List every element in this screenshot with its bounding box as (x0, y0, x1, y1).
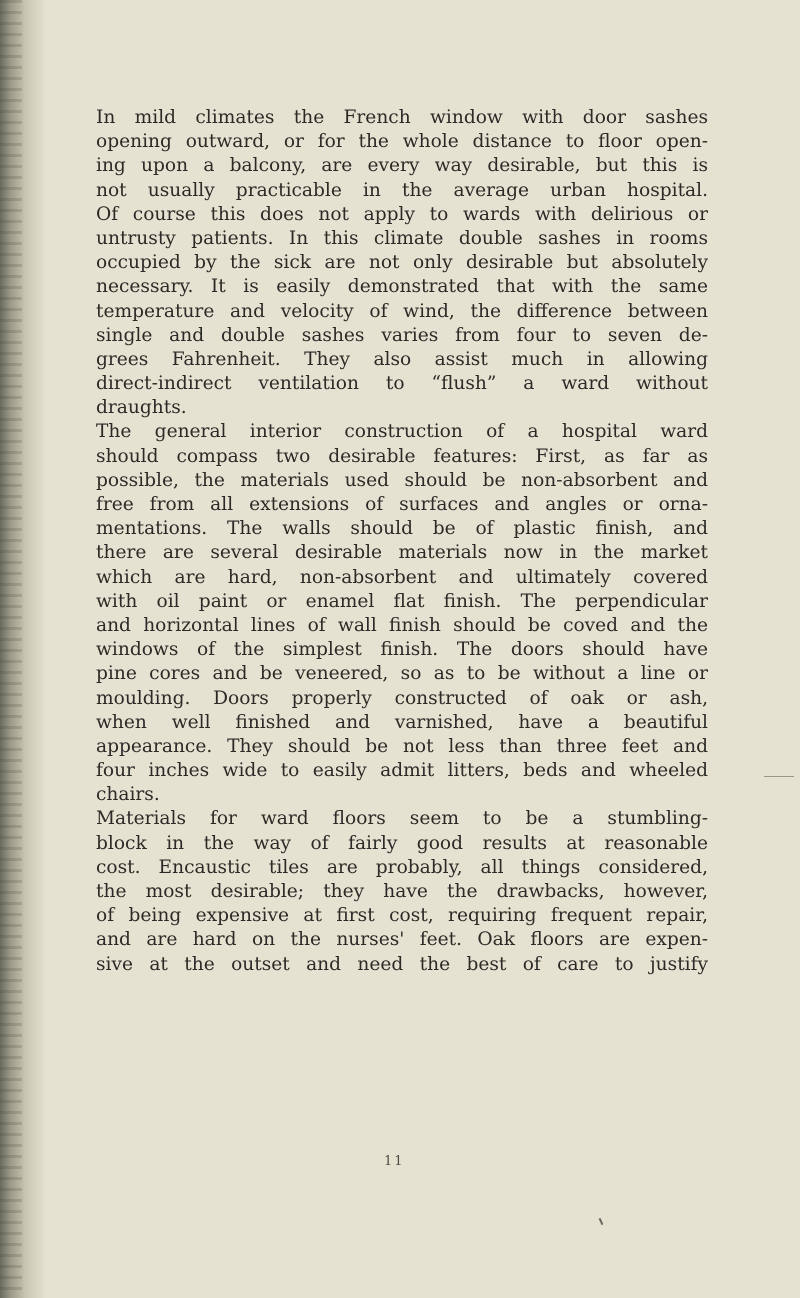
text-line: block in the way of fairly good results at reasonable (96, 832, 708, 854)
text-line: which are hard, non-absorbent and ultimately covered (96, 566, 708, 588)
text-line: Of course this does not apply to wards with delirious or (96, 203, 708, 225)
text-line: cost. Encaustic tiles are probably, all things considered, (96, 856, 708, 878)
margin-mark (764, 776, 794, 777)
text-line: temperature and velocity of wind, the difference between (96, 300, 708, 322)
text-line: The general interior construction of a hospital ward (96, 421, 708, 443)
text-line: Materials for ward floors seem to be a stumbling- (96, 808, 708, 830)
text-line: windows of the simplest finish. The doors should have (96, 639, 708, 661)
text-line: appearance. They should be not less than three feet and (96, 735, 708, 757)
text-line: the most desirable; they have the drawbacks, however, (96, 881, 708, 902)
text-line: occupied by the sick are not only desirable but absolutely (96, 252, 708, 274)
binding-gutter-texture (0, 0, 22, 1298)
text-line: moulding. Doors properly constructed of oak or ash, (96, 687, 708, 709)
text-line: when well finished and varnished, have a beautiful (96, 711, 708, 733)
text-line: with oil paint or enamel flat finish. The perpendicular (96, 590, 708, 612)
text-line: four inches wide to easily admit litters, beds and wheeled (96, 760, 708, 782)
text-line: there are several desirable materials now in the market (96, 542, 708, 564)
paper-speck (599, 1218, 604, 1225)
text-line: draughts. (96, 397, 187, 419)
text-line: necessary. It is easily demonstrated that with the same (96, 276, 708, 298)
body-text (96, 106, 708, 977)
text-line: mentations. The walls should be of plastic finish, and (96, 518, 708, 540)
text-line: sive at the outset and need the best of care to justify (96, 953, 708, 975)
text-line: possible, the materials used should be non-absorbent and (96, 469, 708, 491)
text-line: not usually practicable in the average urban hospital. (96, 179, 708, 201)
text-line: ing upon a balcony, are every way desirable, but this is (96, 155, 708, 177)
text-line: should compass two desirable features: First, as far as (96, 445, 708, 467)
text-line: chairs. (96, 784, 160, 806)
text-line: of being expensive at first cost, requiring frequent repair, (96, 905, 708, 927)
text-line: untrusty patients. In this climate double sashes in rooms (96, 227, 708, 249)
text-line: and are hard on the nurses' feet. Oak floors are expen- (96, 929, 708, 951)
text-line: single and double sashes varies from four to seven de- (96, 324, 708, 346)
text-line: and horizontal lines of wall finish should be coved and the (96, 614, 708, 636)
text-line: grees Fahrenheit. They also assist much in allowing (96, 348, 708, 370)
text-line: direct-indirect ventilation to “flush” a ward without (96, 373, 708, 395)
page-number: 11 (384, 1154, 405, 1169)
text-line: opening outward, or for the whole distance to floor open- (96, 131, 708, 153)
text-line: free from all extensions of surfaces and angles or orna- (96, 494, 708, 515)
text-line: pine cores and be veneered, so as to be without a line or (96, 663, 708, 685)
text-line: In mild climates the French window with door sashes (96, 107, 708, 128)
